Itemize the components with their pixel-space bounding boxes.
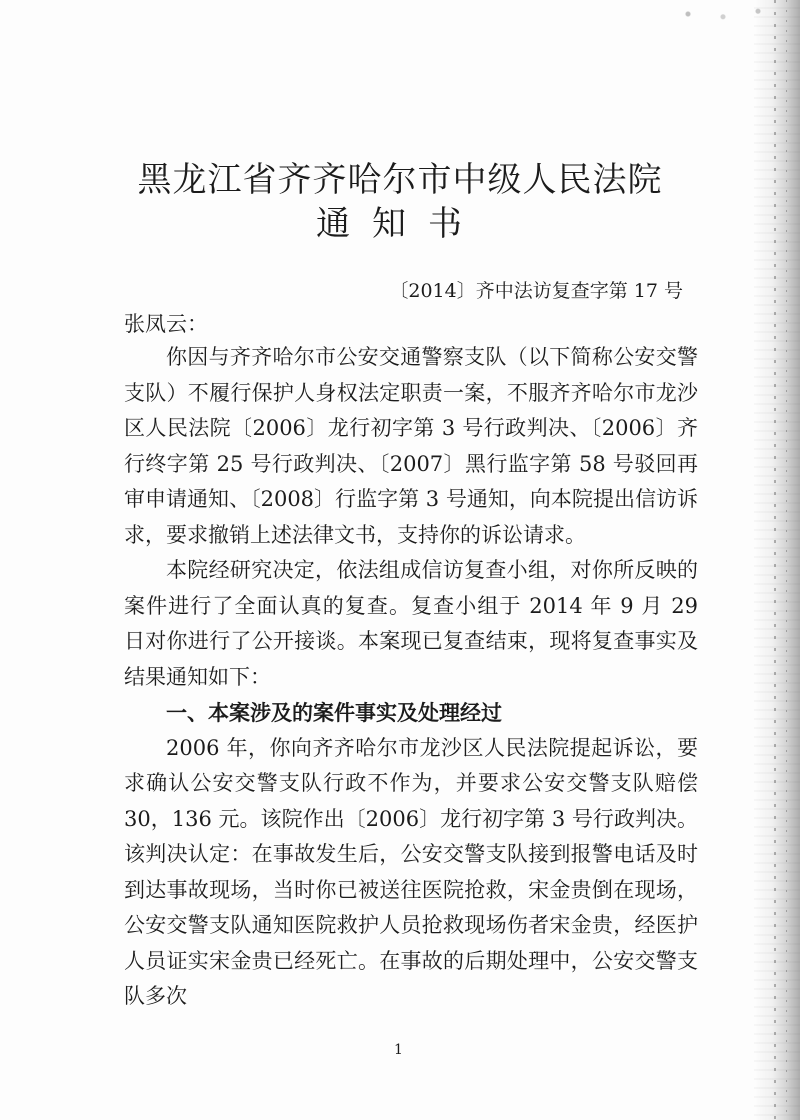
court-name-title: 黑龙江省齐齐哈尔市中级人民法院 — [137, 160, 663, 200]
paragraph: 本院经研究决定，依法组成信访复查小组，对你所反映的案件进行了全面认真的复查。复查小组于 2014 年 9 月 29 日对你进行了公开接谈。本案现已复查结束，现将复查事实及结果通知如下： — [124, 558, 698, 689]
paragraph: 你因与齐齐哈尔市公安交通警察支队（以下简称公安交警支队）不履行保护人身权法定职责一案，不服齐齐哈尔市龙沙区人民法院〔2006〕龙行初字第 3 号行政判决、〔2006〕齐行终字第 25 号行政判决、〔2007〕黑行监字第 58 号驳回再审申请通知、〔2008〕行监字第 3 号通知，向本院提出信访诉求，要求撤销上述法律文书，支持你的诉讼请求。 — [124, 345, 698, 547]
scan-corner-noise — [660, 0, 800, 28]
document-type-title: 通知书 — [316, 204, 484, 244]
page-number: 1 — [394, 1042, 403, 1058]
section-heading: 一、本案涉及的案件事实及处理经过 — [166, 700, 502, 725]
paragraph: 2006 年，你向齐齐哈尔市龙沙区人民法院提起诉讼，要求确认公安交警支队行政不作为，并要求公安交警支队赔偿 30，136 元。该院作出〔2006〕龙行初字第 3 号行政判决。该判决认定：在事故发生后，公安交警支队接到报警电话及时到达事故现场，当时你已被送往医院抢救，宋金贵倒在现场，公安交警支队通知医院救护人员抢救现场伤者宋金贵，经医护人员证实宋金贵已经死亡。在事故的后期处理中，公安交警支队多次 — [124, 735, 698, 1008]
document-number: 〔2014〕齐中法访复查字第 17 号 — [389, 280, 683, 302]
addressee: 张凤云： — [124, 312, 208, 336]
body-text — [124, 340, 698, 1015]
